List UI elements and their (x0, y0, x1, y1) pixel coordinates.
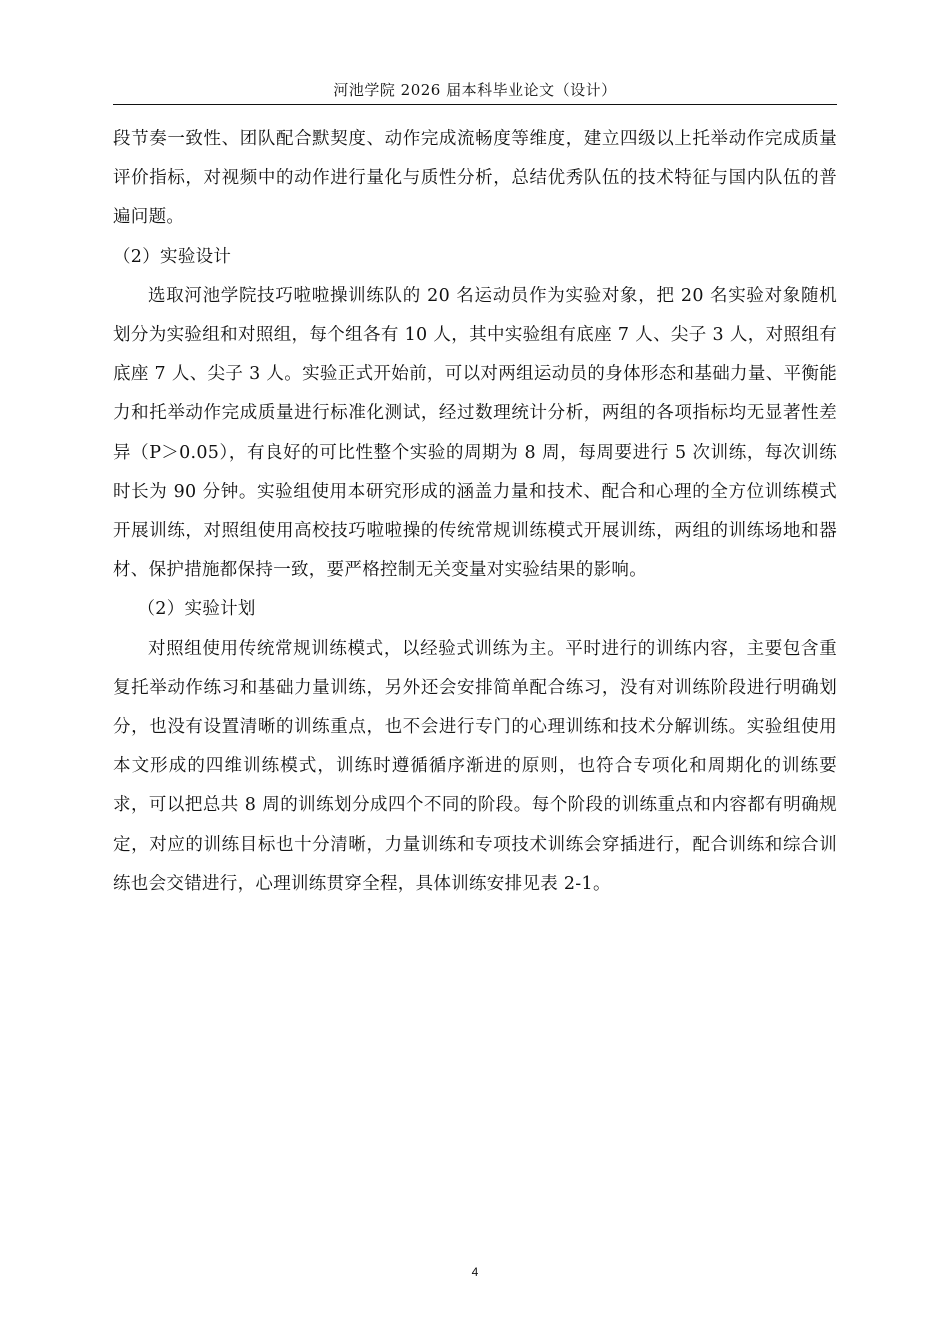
page-header: 河池学院 2026 届本科毕业论文（设计） (333, 81, 617, 99)
paragraph-experiment-design: 选取河池学院技巧啦啦操训练队的 20 名运动员作为实验对象，把 20 名实验对象随机划分为实验组和对照组，每个组各有 10 人，其中实验组有底座 7 人、尖子 3 人，对照组有底座 7 人、尖子 3 人。实验正式开始前，可以对两组运动员的身体形态和基础力量、平衡能力和托举动作完成质量进行标准化测试，经过数理统计分析，两组的各项指标均无显著性差异（P＞0.05），有良好的可比性整个实验的周期为 8 周，每周要进行 5 次训练，每次训练时长为 90 分钟。实验组使用本研究形成的涵盖力量和技术、配合和心理的全方位训练模式开展训练，对照组使用高校技巧啦啦操的传统常规训练模式开展训练，两组的训练场地和器材、保护措施都保持一致，要严格控制无关变量对实验结果的影响。 (113, 285, 837, 581)
paragraph-continued: 段节奏一致性、团队配合默契度、动作完成流畅度等维度，建立四级以上托举动作完成质量评价指标，对视频中的动作进行量化与质性分析，总结优秀队伍的技术特征与国内队伍的普遍问题。 (113, 129, 837, 228)
paragraph-experiment-plan: 对照组使用传统常规训练模式，以经验式训练为主。平时进行的训练内容，主要包含重复托举动作练习和基础力量训练，另外还会安排简单配合练习，没有对训练阶段进行明确划分，也没有设置清晰的训练重点，也不会进行专门的心理训练和技术分解训练。实验组使用本文形成的四维训练模式，训练时遵循循序渐进的原则，也符合专项化和周期化的训练要求，可以把总共 8 周的训练划分成四个不同的阶段。每个阶段的训练重点和内容都有明确规定，对应的训练目标也十分清晰，力量训练和专项技术训练会穿插进行，配合训练和综合训练也会交错进行，心理训练贯穿全程，具体训练安排见表 2-1。 (113, 638, 837, 894)
document-body (113, 120, 837, 904)
section-heading-experiment-plan: （2）实验计划 (137, 599, 256, 620)
header-divider (113, 104, 837, 105)
page-number: 4 (471, 1265, 479, 1279)
section-heading-experiment-design: （2）实验设计 (113, 246, 232, 267)
